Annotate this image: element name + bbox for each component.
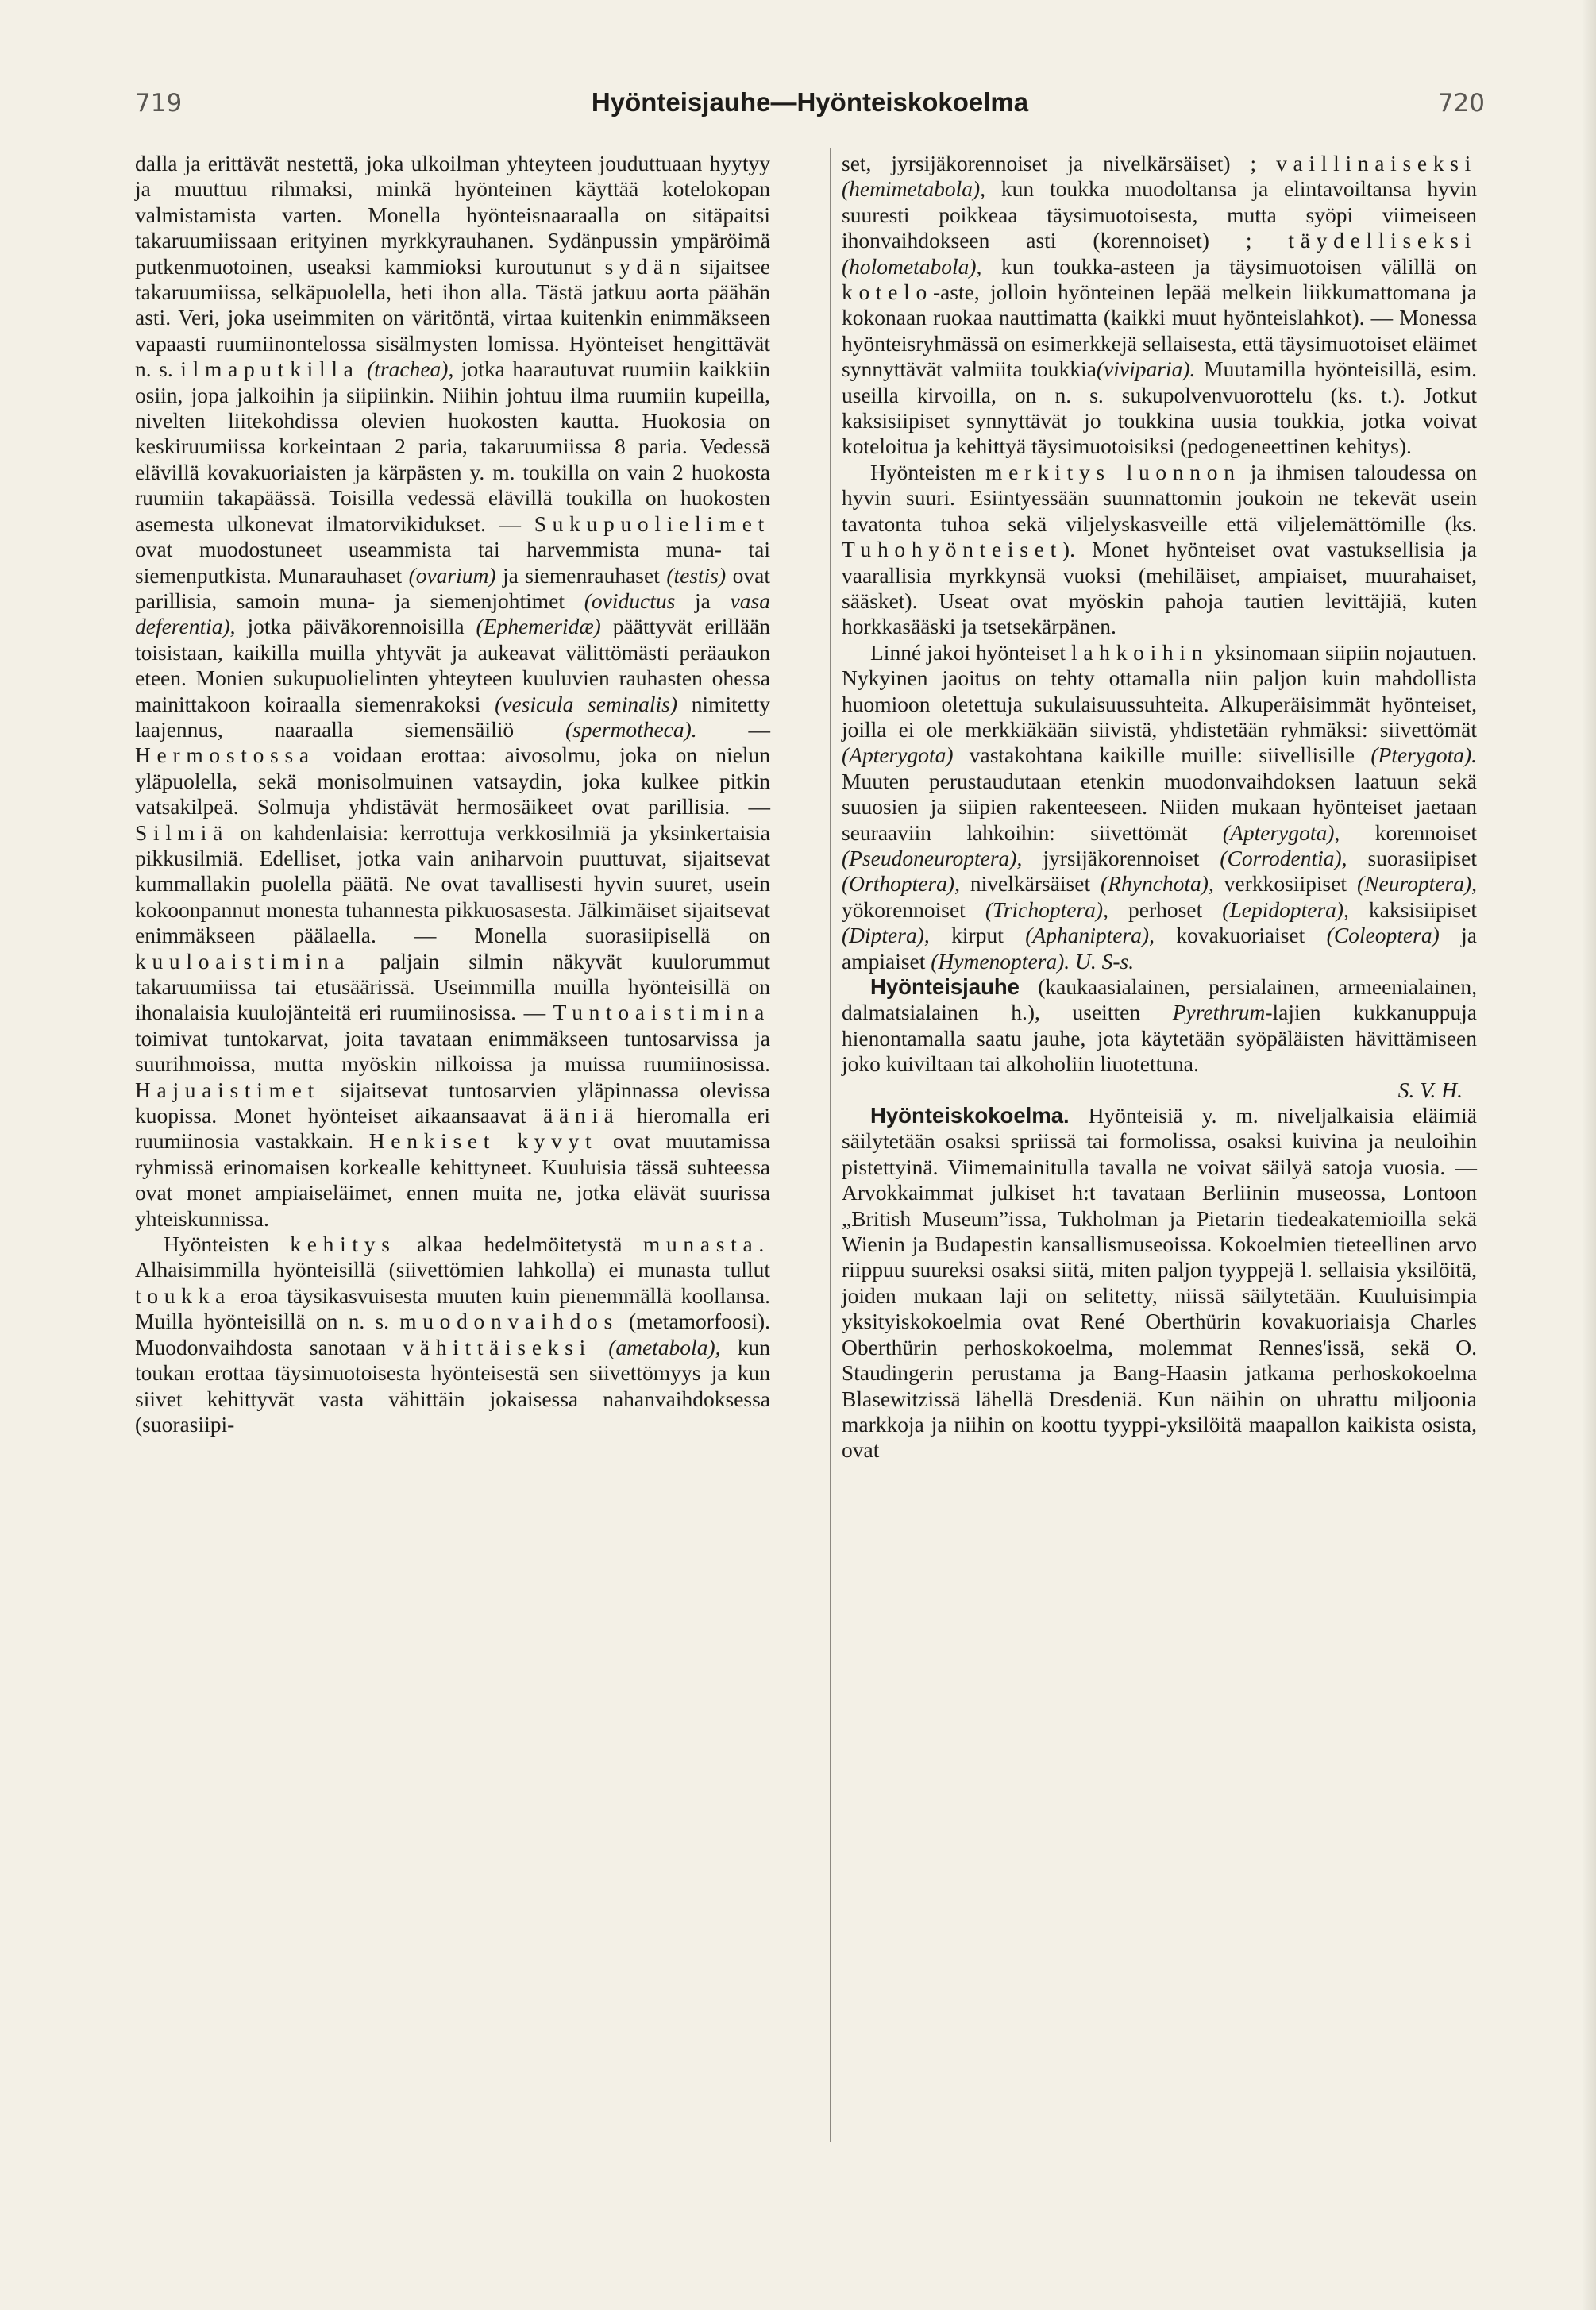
latin-term: (holometabola), (842, 253, 982, 279)
latin-term: (oviductus (584, 588, 676, 613)
latin-term: (Orthoptera), (842, 871, 960, 897)
spaced-term: toukka (135, 1282, 232, 1308)
latin-term: (testis) (666, 562, 727, 588)
latin-term: (Coleoptera) (1326, 923, 1440, 948)
latin-term: Pyrethrum (1172, 1000, 1266, 1025)
spaced-term: Henkiset kyvyt (368, 1128, 598, 1154)
author-signature: S. V. H. (1397, 1077, 1463, 1102)
spaced-term: munasta. (642, 1232, 770, 1257)
left-column (135, 151, 770, 1437)
entry-hyonteisjauhe: Hyönteisjauhe (kaukaasialainen, persialainen, armeenialainen, dalmatsialainen h.), useitten Pyrethrum-lajien kukkanuppuja hienontamalla saatu jauhe, jota käytetään syöpäläisten hävittämiseen joko kuiviltaan tai alkoholiin liuotettuna. (842, 974, 1478, 1077)
latin-term: (Corrodentia), (1220, 845, 1347, 870)
latin-term: (spermotheca). (565, 716, 697, 742)
latin-term: (Lepidoptera), (1222, 897, 1349, 922)
paragraph-significance: Hyönteisten merkitys luonnon ja ihmisen taloudessa on hyvin suuri. Esiintyessään suunnattomin joukoin ne tekevät usein tavatonta tuhoa sekä viljelyskasveille että viljelemättömille (ks. Tuhohyönteiset). Monet hyönteiset ovat vastuksellisia ja vaarallisia myrkkynsä vuoksi (mehiläiset, ampiaiset, muurahaiset, sääsket). Useat ovat myöskin pahoja tautien levittäjiä, kuten horkkasääski ja tsetsekärpänen. (842, 459, 1477, 639)
left-page-number: 719 (135, 89, 183, 118)
spaced-term: Hermostossa (135, 742, 315, 768)
latin-term: (Apterygota) (842, 742, 954, 768)
spaced-term: vaillinaiseksi (1276, 151, 1477, 175)
entry-hyonteiskokoelma: Hyönteiskokoelma. Hyönteisiä y. m. niveljalkaisia eläimiä säilytetään osaksi spriissä tai formolissa, osaksi kuivina ja neuloihin pistettyinä. Viimemainitulla tavalla ne voivat säilyä satoja vuosia. — Arvokkaimmat julkiset h:t tavataan Berliinin museossa, Lontoon „British Museum”issa, Tukholman ja Pietarin tiedeakatemioilla sekä Wienin ja Budapestin kansallismuseoissa. Kokoelmien tieteellinen arvo riippuu suureksi osaksi siitä, miten paljon tyyppejä l. sellaisia yksilöitä, joiden mukaan laji on selitetty, niissä säilytetään. Kuuluisimpia yksityiskokoelmia ovat René Oberthürin kovakuoriaisja Charles Oberthürin perhoskokoelma, molemmat Rennes'issä, sekä O. Staudingerin perustama ja Bang-Haasin jatkama perhoskokoelma Blasewitzissä lähellä Dresdeniä. Kun näihin on uhrattu miljoonia markkoja ja niihin on koottu tyyppi-yksilöitä maapallon kaikista osista, ovat (842, 1103, 1477, 1463)
spaced-term: Hajuaistimet (135, 1077, 320, 1102)
entry-headword: Hyönteisjauhe (870, 974, 1020, 999)
spaced-term: kotelo (842, 280, 933, 305)
spaced-term: ilmaputkilla (180, 357, 360, 382)
author-signature: U. S-s. (1075, 948, 1135, 974)
spaced-term: merkitys luonnon (985, 459, 1241, 484)
spaced-term: ääniä (543, 1103, 620, 1128)
paragraph-development: Hyönteisten kehitys alkaa hedelmöitetystä munasta. Alhaisimmilla hyönteisillä (siivettömien lahkolla) ei munasta tullut toukka eroa täysikasvuisesta muuten kuin pienemmällä koollansa. Muilla hyönteisillä on n. s. muodonvaihdos (metamorfoosi). Muodonvaihdosta sanotaan vähittäiseksi (ametabola), kun toukan erottaa täysimuotoisesta hyönteisestä sen siivettömyys ja kun siivet kehittyvät vasta vähittäin jokaisessa nahanvaihdoksessa (suorasiipi- (135, 1232, 770, 1437)
entry-headword: Hyönteiskokoelma. (870, 1103, 1070, 1128)
spaced-term: lahkoihin (1071, 639, 1209, 665)
paragraph-orders: Linné jakoi hyönteiset lahkoihin yksinomaan siipiin nojautuen. Nykyinen jaoitus on tehty ottamalla niin paljon kuin mahdollista huomioon oletettuja sukulaisuussuhteita. Alkuperäisimmät hyönteiset, joilla ei ole merkkiäkään siivistä, yhdistetään ryhmäksi: siivettömät (Apterygota) vastakohtana kaikille muille: siivellisille (Pterygota). Muuten perustaudutaan etenkin muodonvaihdoksen laatuun sekä suuosien ja siipien rakenteeseen. Niiden mukaan hyönteiset jaetaan seuraaviin lahkoihin: siivettömät (Apterygota), korennoiset (Pseudoneuroptera), jyrsijäkorennoiset (Corrodentia), suorasiipiset (Orthoptera), nivelkärsäiset (Rhynchota), verkkosiipiset (Neuroptera), yökorennoiset (Trichoptera), perhoset (Lepidoptera), kaksisiipiset (Diptera), kirput (Aphaniptera), kovakuoriaiset (Coleoptera) ja ampiaiset (Hymenoptera). U. S-s. (842, 639, 1477, 974)
right-page-number: 720 (1437, 89, 1485, 118)
latin-term: (vesicula seminalis) (495, 691, 678, 716)
spaced-term: vähittäiseksi (403, 1334, 592, 1359)
spaced-term: Sukupuolielimet (534, 511, 770, 536)
latin-term: (Neuroptera), (1357, 871, 1477, 897)
latin-term: (Trichoptera), (985, 897, 1108, 922)
latin-term: (Hymenoptera). (931, 948, 1070, 974)
spaced-term: Tuntoaistimina (553, 1000, 770, 1025)
paragraph-metamorphosis: set, jyrsijäkorennoiset ja nivelkärsäiset) ; vaillinaiseksi (hemimetabola), kun toukka muodoltansa ja elintavoiltansa hyvin suuresti poikkeaa täysimuotoisesta, mutta syöpi viimeiseen ihonvaihdokseen asti (korennoiset) ; täydelliseksi (holometabola), kun toukka-asteen ja täysimuotoisen välillä on kotelo-aste, jolloin hyönteinen lepää melkein liikkumattomana ja kokonaan ruokaa nauttimatta (kaikki muut hyönteislahkot). — Monessa hyönteisryhmässä on esimerkkejä sellaisesta, että täysimuotoiset eläimet synnyttävät valmiita toukkia(viviparia). Muutamilla hyönteisillä, esim. useilla kirvoilla, on n. s. sukupolvenvuorottelu (ks. t.). Jotkut kaksisiipiset synnyttävät jo toukkina uusia toukkia, jotka voivat koteloitua ja kehittyä täysimuotoisiksi (pedogeneettinen kehitys). (842, 151, 1477, 459)
latin-term: (ovarium) (408, 562, 496, 588)
page-edge-shadow (1582, 0, 1596, 2310)
spaced-term: muodonvaihdos (399, 1309, 619, 1334)
latin-term: (Aphaniptera), (1025, 923, 1155, 948)
spaced-term: Tuhohyönteiset (842, 537, 1062, 562)
latin-term: (trachea), (367, 357, 454, 382)
spaced-term: kehitys (290, 1232, 396, 1257)
spaced-term: Silmiä (135, 819, 229, 845)
latin-term: (hemimetabola), (842, 176, 985, 202)
latin-term: (Pterygota). (1370, 742, 1477, 768)
latin-term: (ametabola), (608, 1334, 721, 1359)
latin-term: (Diptera), (842, 923, 930, 948)
latin-term: (Ephemeridæ) (476, 614, 601, 639)
page-header (135, 89, 1485, 125)
latin-term: (Apterygota), (1222, 819, 1340, 845)
latin-term: (Pseudoneuroptera), (842, 845, 1023, 870)
spaced-term: kuuloaistimina (135, 948, 351, 974)
column-divider (830, 148, 831, 2142)
running-title: Hyönteisjauhe—Hyönteiskokoelma (591, 87, 1029, 117)
paragraph-anatomy: dalla ja erittävät nestettä, joka ulkoilman yhteyteen jouduttuaan hyytyy ja muuttuu rihmaksi, minkä hyönteinen käyttää kotelokopan valmistamista varten. Monella hyönteisnaaraalla on sitäpaitsi takaruumiissaan erityinen myrkkyrauhanen. Sydänpussin ympäröimä putkenmuotoinen, useaksi kammioksi kuroutunut sydän sijaitsee takaruumiissa, selkäpuolella, heti ihon alla. Tästä jatkuu aorta päähän asti. Veri, joka useimmiten on väritöntä, virtaa kuitenkin enimmäkseen vapaasti ruumiinontelossa sisälmysten lomissa. Hyönteiset hengittävät n. s. ilmaputkilla (trachea), jotka haarautuvat ruumiin kaikkiin osiin, jopa jalkoihin ja siipiinkin. Niihin johtuu ilma ruumiin kupeilla, nivelten liitekohdissa olevien huokosten kautta. Huokosia on keskiruumiissa korkeintaan 2 paria, takaruumiissa 8 paria. Vedessä elävillä kovakuoriaisten ja kärpästen y. m. toukilla on vain 2 huokosta ruumiin takapäässä. Toisilla vedessä elävillä toukilla on huokosten asemesta ulkonevat ilmatorvikidukset. — Sukupuolielimet ovat muodostuneet useammista tai harvemmista muna- tai siemenputkista. Munarauhaset (ovarium) ja siemenrauhaset (testis) ovat parillisia, samoin muna- ja siemenjohtimet (oviductus ja vasa deferentia), jotka päiväkorennoisilla (Ephemeridæ) päättyvät erillään toisistaan, kaikilla muilla yhtyvät ja aukeavat välittömästi peräaukon eteen. Monien sukupuolielinten yhteyteen kuuluvien rauhasten ohessa mainittakoon koiraalla siemenrakoksi (vesicula seminalis) nimitetty laajennus, naaraalla siemensäiliö (spermotheca). — Hermostossa voidaan erottaa: aivosolmu, joka on nielun yläpuolella, sekä monisolmuinen vatsaydin, joka kulkee pitkin vatsakilpeä. Solmuja yhdistävät hermosäikeet ovat parillisia. — Silmiä on kahdenlaisia: kerrottuja verkkosilmiä ja yksinkertaisia pikkusilmiä. Edelliset, jotka vain aniharvoin puuttuvat, sijaitsevat kummallakin puolella päätä. Ne ovat tavallisesti hyvin suuret, usein kokoonpannut monesta tuhannesta pikkuosasesta. Jälkimäiset sijaitsevat enimmäkseen päälaella. — Monella suorasiipisellä on kuuloaistimina paljain silmin näkyvät kuulorummut takaruumiissa tai etusäärissä. Useimmilla muilla hyönteisillä on ihonalaisia kuulojänteitä eri ruumiinosissa. — Tuntoaistimina toimivat tuntokarvat, joita tavataan enimmäkseen tuntosarvissa ja suurihmoissa, mutta myöskin nilkoissa ja muissa ruumiinosissa. Hajuaistimet sijaitsevat tuntosarvien yläpinnassa olevissa kuopissa. Monet hyönteiset aikaansaavat ääniä hieromalla eri ruumiinosia vastakkain. Henkiset kyvyt ovat muutamissa ryhmissä erinomaisen korkealle kehittyneet. Kuuluisia tässä suhteessa ovat monet ampiaiseläimet, ennen muita ne, jotka elävät suurissa yhteiskunnissa. (135, 151, 770, 1231)
right-column (842, 151, 1477, 1464)
latin-term: (viviparia). (1096, 357, 1196, 382)
spaced-term: sydän (604, 253, 687, 279)
latin-term: vasa deferentia), (135, 588, 770, 639)
latin-term: (Rhynchota), (1101, 871, 1214, 897)
spaced-term: täydelliseksi (1288, 228, 1477, 253)
